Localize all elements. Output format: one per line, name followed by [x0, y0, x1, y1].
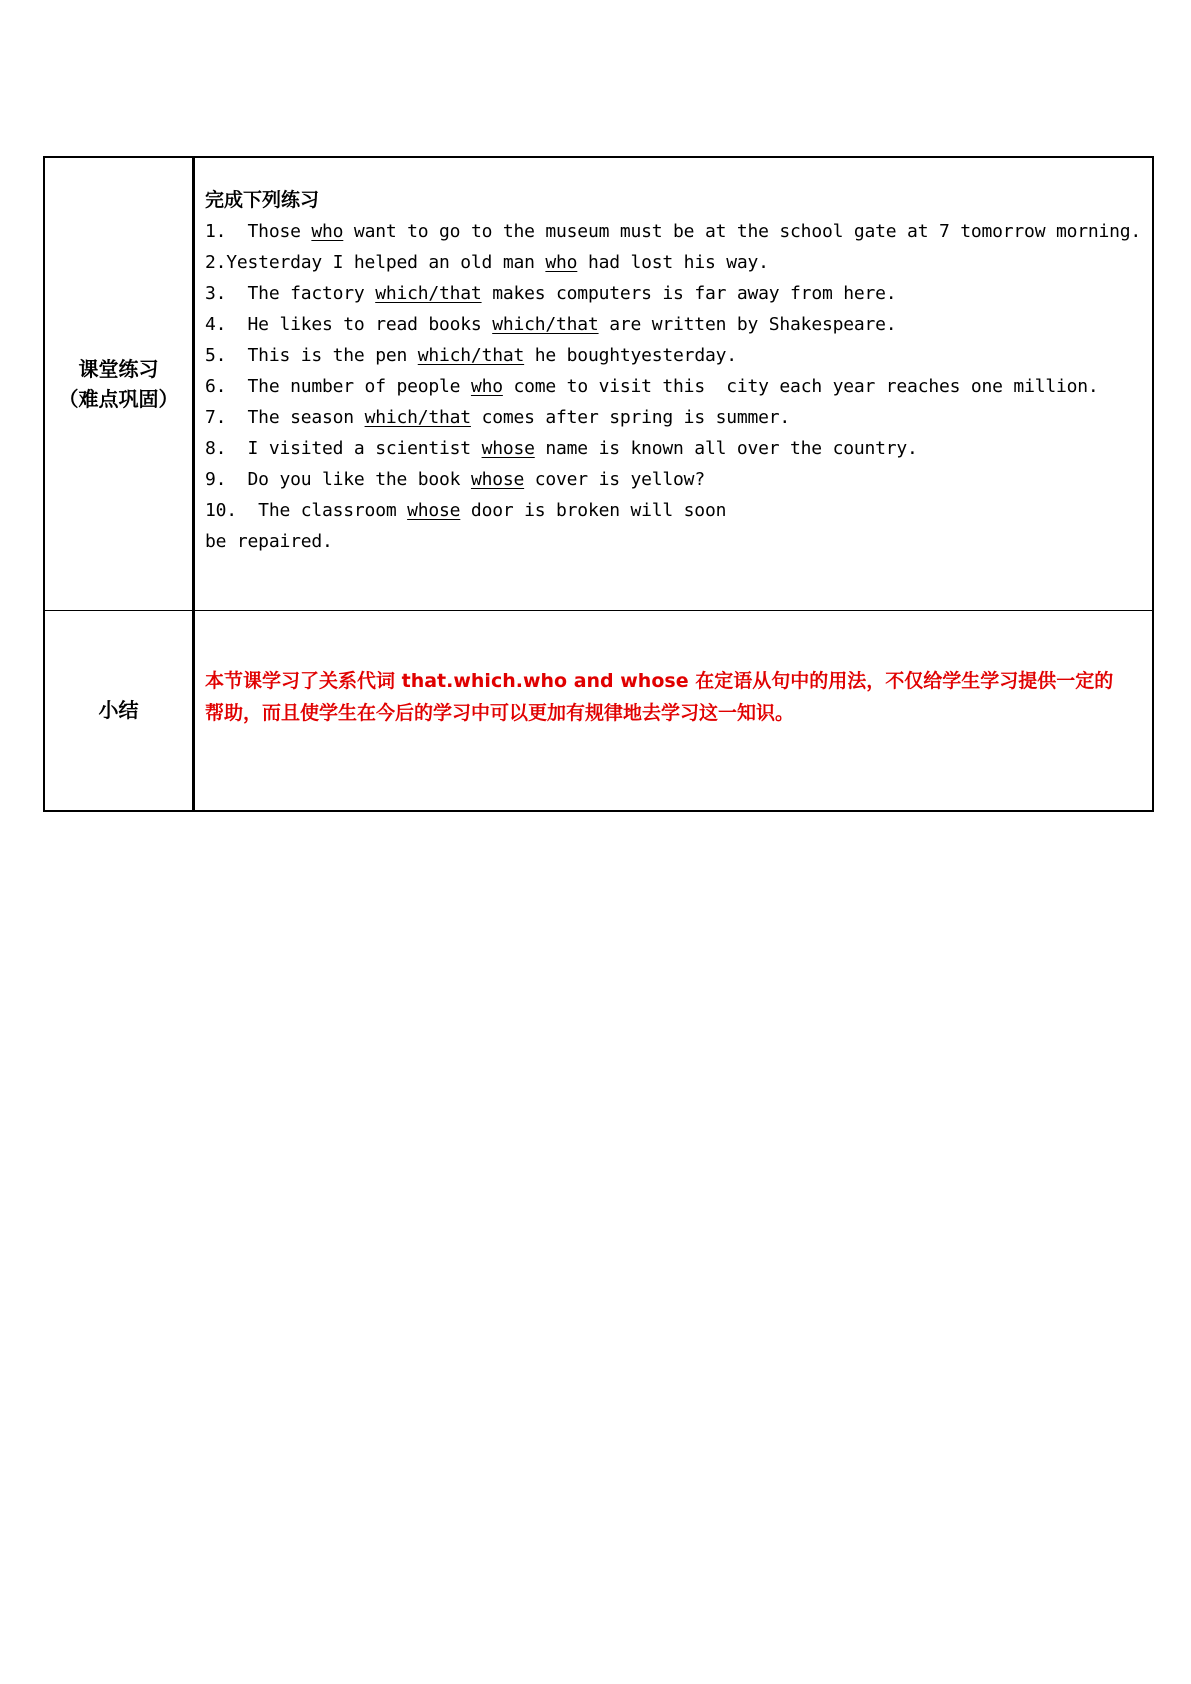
summary-line-2: 帮助，而且使学生在今后的学习中可以更加有规律地去学习这一知识。 — [205, 702, 795, 725]
item-answer: which/that — [364, 407, 471, 428]
item-text: comes after spring is summer. — [470, 407, 791, 428]
item-answer: who — [470, 376, 503, 397]
item-text: 10. The classroom — [205, 500, 408, 521]
summary-content-cell — [194, 611, 1154, 811]
item-text: he boughtyesterday. — [524, 345, 737, 366]
item-text: 1. Those — [205, 221, 312, 242]
exercise-row — [44, 157, 1153, 611]
lesson-table — [43, 156, 1154, 812]
summary-row — [44, 611, 1153, 811]
item-text: 3. The factory — [205, 283, 376, 304]
item-text: want to go to the museum must be at the school gate at 7 tomorrow morning. — [343, 221, 1142, 242]
item-text: 6. The number of people — [205, 376, 471, 397]
item-text: door is broken will soon — [460, 500, 727, 521]
exercise-item-1 — [205, 216, 1142, 247]
summary-label-cell — [44, 611, 194, 811]
item-text: cover is yellow? — [524, 469, 705, 490]
item-text: had lost his way. — [577, 252, 769, 273]
exercise-item-7 — [205, 402, 1142, 433]
exercise-item-4 — [205, 309, 1142, 340]
exercise-item-9 — [205, 464, 1142, 495]
item-text: 9. Do you like the book — [205, 469, 471, 490]
item-text: 5. This is the pen — [205, 345, 418, 366]
exercise-item-10 — [205, 495, 1142, 526]
item-answer: whose — [481, 438, 535, 459]
item-answer: whose — [470, 469, 525, 490]
item-answer: whose — [407, 500, 461, 521]
item-text: are written by Shakespeare. — [598, 314, 897, 335]
item-text: come to visit this city each year reaches one million. — [502, 376, 1099, 397]
exercise-list — [205, 185, 1142, 557]
item-text: 4. He likes to read books — [205, 314, 493, 335]
item-text: name is known all over the country. — [534, 438, 918, 459]
item-answer: which/that — [417, 345, 525, 366]
item-answer: which/that — [492, 314, 599, 335]
exercise-label-cell — [44, 157, 194, 611]
summary-label: 小结 — [98, 698, 139, 723]
exercise-item-8 — [205, 433, 1142, 464]
item-answer: who — [545, 252, 578, 273]
item-text: 8. I visited a scientist — [205, 438, 482, 459]
item-answer: who — [311, 221, 344, 242]
exercise-item-5 — [205, 340, 1142, 371]
exercise-sublabel: （难点巩固） — [58, 387, 179, 411]
item-answer: which/that — [375, 283, 482, 304]
item-text: makes computers is far away from here. — [481, 283, 897, 304]
exercise-item-2 — [205, 247, 1142, 278]
summary-text — [195, 665, 1152, 755]
exercise-item-6 — [205, 371, 1142, 402]
item-text: 7. The season — [205, 407, 365, 428]
exercise-item-3 — [205, 278, 1142, 309]
exercise-item-10-continued — [205, 526, 1142, 557]
item-text: be repaired. — [205, 531, 333, 552]
exercise-content-cell — [194, 157, 1154, 611]
item-text: 2.Yesterday I helped an old man — [205, 252, 546, 273]
summary-line-1: 本节课学习了关系代词 that.which.who and whose 在定语从句中的用法，不仅给学生学习提供一定的 — [205, 670, 1114, 693]
exercise-title: 完成下列练习 — [205, 189, 320, 211]
exercise-label: 课堂练习 — [78, 357, 159, 381]
